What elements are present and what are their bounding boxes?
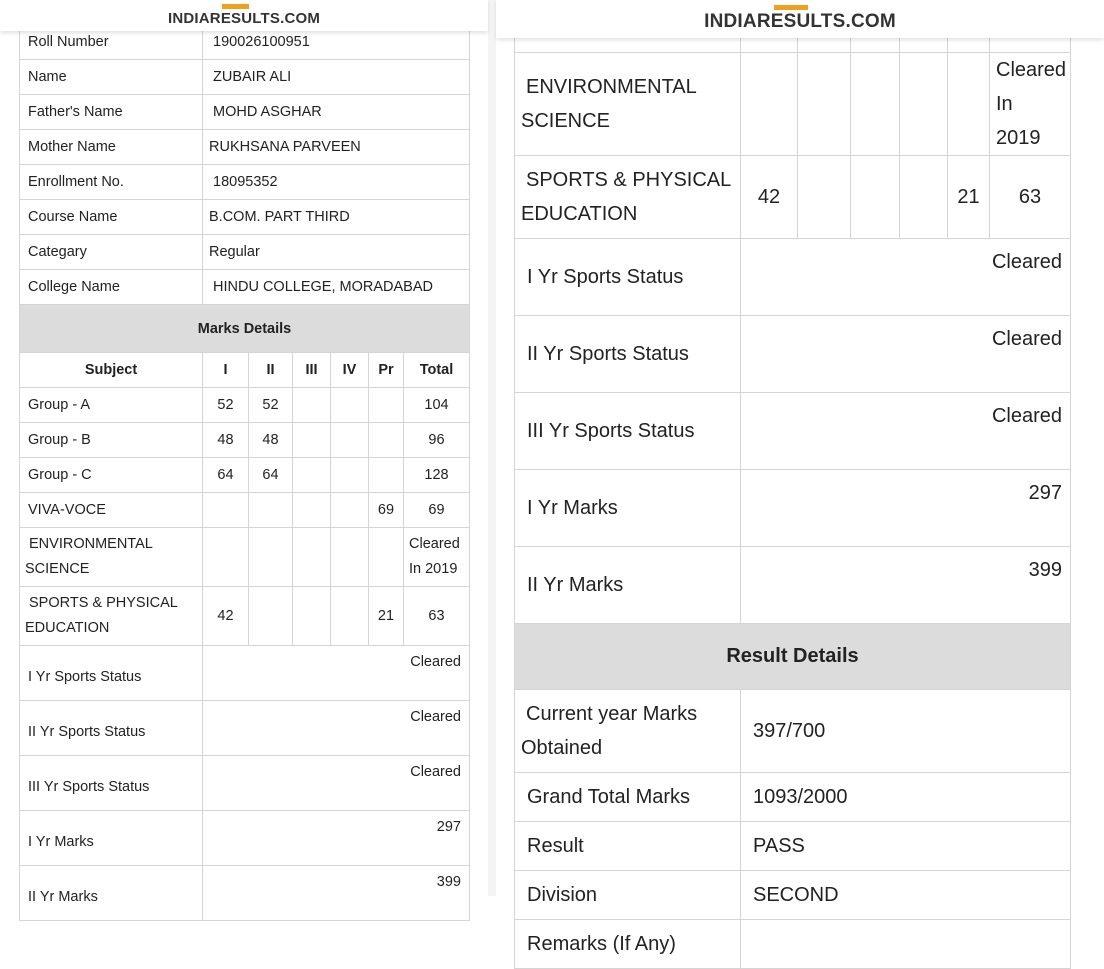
field-label: Categary — [20, 235, 203, 270]
table-row — [20, 235, 470, 270]
status-value: Cleared — [741, 239, 1071, 316]
marks-cell — [369, 458, 404, 493]
marks-cell — [798, 53, 851, 156]
subject-cell: SPORTS & PHYSICAL EDUCATION — [515, 156, 741, 239]
result-value: SECOND — [741, 871, 1071, 920]
status-row — [20, 701, 470, 756]
marks-cell: 42 — [203, 587, 249, 646]
marks-cell — [369, 388, 404, 423]
status-row — [20, 756, 470, 811]
result-value — [741, 920, 1071, 969]
total-cell: 128 — [404, 458, 470, 493]
section-header-marks — [20, 305, 470, 353]
result-label: Current year Marks Obtained — [515, 690, 741, 773]
marks-cell — [900, 156, 948, 239]
total-cell: Cleared In 2019 — [404, 528, 470, 587]
column-header: IV — [331, 353, 369, 388]
status-label: III Yr Sports Status — [20, 756, 203, 811]
marks-cell — [249, 493, 293, 528]
table-row — [20, 130, 470, 165]
result-row — [515, 920, 1071, 969]
field-value: 190026100951 — [203, 25, 470, 60]
field-value: Regular — [203, 235, 470, 270]
marks-cell — [331, 423, 369, 458]
status-row — [515, 393, 1071, 470]
field-label: Roll Number — [20, 25, 203, 60]
table-row — [20, 200, 470, 235]
status-value: Cleared — [203, 701, 470, 756]
total-cell: 63 — [990, 156, 1071, 239]
result-row — [515, 871, 1071, 920]
section-header-result — [515, 624, 1071, 690]
field-label: College Name — [20, 270, 203, 305]
site-logo[interactable]: INDIARESULTS.COM — [704, 11, 896, 33]
marks-cell — [249, 528, 293, 587]
field-label: Enrollment No. — [20, 165, 203, 200]
site-logo[interactable]: INDIARESULTS.COM — [168, 10, 320, 27]
marks-cell: 48 — [249, 423, 293, 458]
status-row — [20, 811, 470, 866]
marks-row — [20, 388, 470, 423]
marks-cell: 52 — [203, 388, 249, 423]
field-value: ZUBAIR ALI — [203, 60, 470, 95]
subject-cell: ENVIRONMENTAL SCIENCE — [515, 53, 741, 156]
total-cell: 69 — [404, 493, 470, 528]
right-screenshot — [496, 0, 1104, 955]
field-value: 18095352 — [203, 165, 470, 200]
total-cell: 104 — [404, 388, 470, 423]
status-value: 399 — [203, 866, 470, 921]
marks-cell — [331, 528, 369, 587]
marks-cell — [741, 53, 798, 156]
status-label: II Yr Sports Status — [515, 316, 741, 393]
result-table — [514, 0, 1071, 969]
left-screenshot — [0, 0, 488, 905]
marks-row — [20, 423, 470, 458]
marks-cell — [851, 156, 900, 239]
site-header — [496, 0, 1104, 38]
marks-cell — [203, 528, 249, 587]
marks-cell — [331, 587, 369, 646]
column-header: Subject — [20, 353, 203, 388]
field-label: Mother Name — [20, 130, 203, 165]
status-value: Cleared — [741, 393, 1071, 470]
result-row — [515, 773, 1071, 822]
marks-row — [20, 493, 470, 528]
column-header: II — [249, 353, 293, 388]
marks-row — [20, 587, 470, 646]
section-title: Marks Details — [20, 305, 470, 353]
subject-cell: VIVA-VOCE — [20, 493, 203, 528]
logo-accent-bar — [774, 5, 808, 10]
marks-cell: 64 — [249, 458, 293, 493]
marks-cell — [369, 528, 404, 587]
column-header: III — [293, 353, 331, 388]
marks-cell — [331, 388, 369, 423]
marks-cell — [203, 493, 249, 528]
field-label: Name — [20, 60, 203, 95]
marks-cell: 64 — [203, 458, 249, 493]
screenshot-divider — [488, 0, 496, 896]
marks-header-row — [20, 353, 470, 388]
section-title: Result Details — [515, 624, 1071, 690]
marks-cell — [851, 53, 900, 156]
status-label: II Yr Marks — [20, 866, 203, 921]
marks-cell — [293, 587, 331, 646]
marks-row — [515, 156, 1071, 239]
site-header — [0, 0, 488, 31]
status-row — [20, 866, 470, 921]
marks-cell — [293, 528, 331, 587]
subject-cell: Group - B — [20, 423, 203, 458]
column-header: I — [203, 353, 249, 388]
field-label: Course Name — [20, 200, 203, 235]
total-cell: 96 — [404, 423, 470, 458]
field-value: RUKHSANA PARVEEN — [203, 130, 470, 165]
status-label: II Yr Sports Status — [20, 701, 203, 756]
table-row — [20, 60, 470, 95]
marks-cell — [331, 493, 369, 528]
marks-row — [515, 53, 1071, 156]
status-row — [515, 470, 1071, 547]
subject-cell: SPORTS & PHYSICAL EDUCATION — [20, 587, 203, 646]
result-value: PASS — [741, 822, 1071, 871]
status-value: 297 — [203, 811, 470, 866]
subject-cell: Group - A — [20, 388, 203, 423]
status-label: II Yr Marks — [515, 547, 741, 624]
result-row — [515, 822, 1071, 871]
result-value: 1093/2000 — [741, 773, 1071, 822]
result-label: Result — [515, 822, 741, 871]
marks-row — [20, 458, 470, 493]
field-value: HINDU COLLEGE, MORADABAD — [203, 270, 470, 305]
status-label: I Yr Marks — [20, 811, 203, 866]
total-cell: Cleared In 2019 — [990, 53, 1071, 156]
marks-cell: 52 — [249, 388, 293, 423]
status-row — [20, 646, 470, 701]
marks-cell — [948, 53, 990, 156]
marks-cell — [900, 53, 948, 156]
status-row — [515, 316, 1071, 393]
table-row — [20, 270, 470, 305]
table-row — [20, 95, 470, 130]
total-cell: 63 — [404, 587, 470, 646]
marks-cell — [293, 493, 331, 528]
marks-cell: 69 — [369, 493, 404, 528]
marks-cell — [331, 458, 369, 493]
marks-cell — [798, 156, 851, 239]
marks-cell — [369, 423, 404, 458]
status-value: Cleared — [203, 646, 470, 701]
status-label: I Yr Sports Status — [20, 646, 203, 701]
status-value: Cleared — [741, 316, 1071, 393]
marks-cell — [293, 458, 331, 493]
status-label: III Yr Sports Status — [515, 393, 741, 470]
logo-accent-bar — [222, 4, 249, 9]
result-value: 397/700 — [741, 690, 1071, 773]
status-row — [515, 547, 1071, 624]
result-label: Division — [515, 871, 741, 920]
subject-cell: ENVIRONMENTAL SCIENCE — [20, 528, 203, 587]
status-value: 297 — [741, 470, 1071, 547]
status-value: Cleared — [203, 756, 470, 811]
table-row — [20, 165, 470, 200]
status-label: I Yr Sports Status — [515, 239, 741, 316]
status-label: I Yr Marks — [515, 470, 741, 547]
field-label: Father's Name — [20, 95, 203, 130]
marks-cell: 21 — [369, 587, 404, 646]
result-table — [19, 24, 470, 921]
field-value: B.COM. PART THIRD — [203, 200, 470, 235]
column-header: Total — [404, 353, 470, 388]
marks-cell — [249, 587, 293, 646]
marks-cell — [293, 423, 331, 458]
result-label: Grand Total Marks — [515, 773, 741, 822]
result-label: Remarks (If Any) — [515, 920, 741, 969]
marks-cell — [293, 388, 331, 423]
field-value: MOHD ASGHAR — [203, 95, 470, 130]
marks-cell: 42 — [741, 156, 798, 239]
status-row — [515, 239, 1071, 316]
result-row — [515, 690, 1071, 773]
marks-cell: 21 — [948, 156, 990, 239]
column-header: Pr — [369, 353, 404, 388]
marks-cell: 48 — [203, 423, 249, 458]
status-value: 399 — [741, 547, 1071, 624]
subject-cell: Group - C — [20, 458, 203, 493]
marks-row — [20, 528, 470, 587]
